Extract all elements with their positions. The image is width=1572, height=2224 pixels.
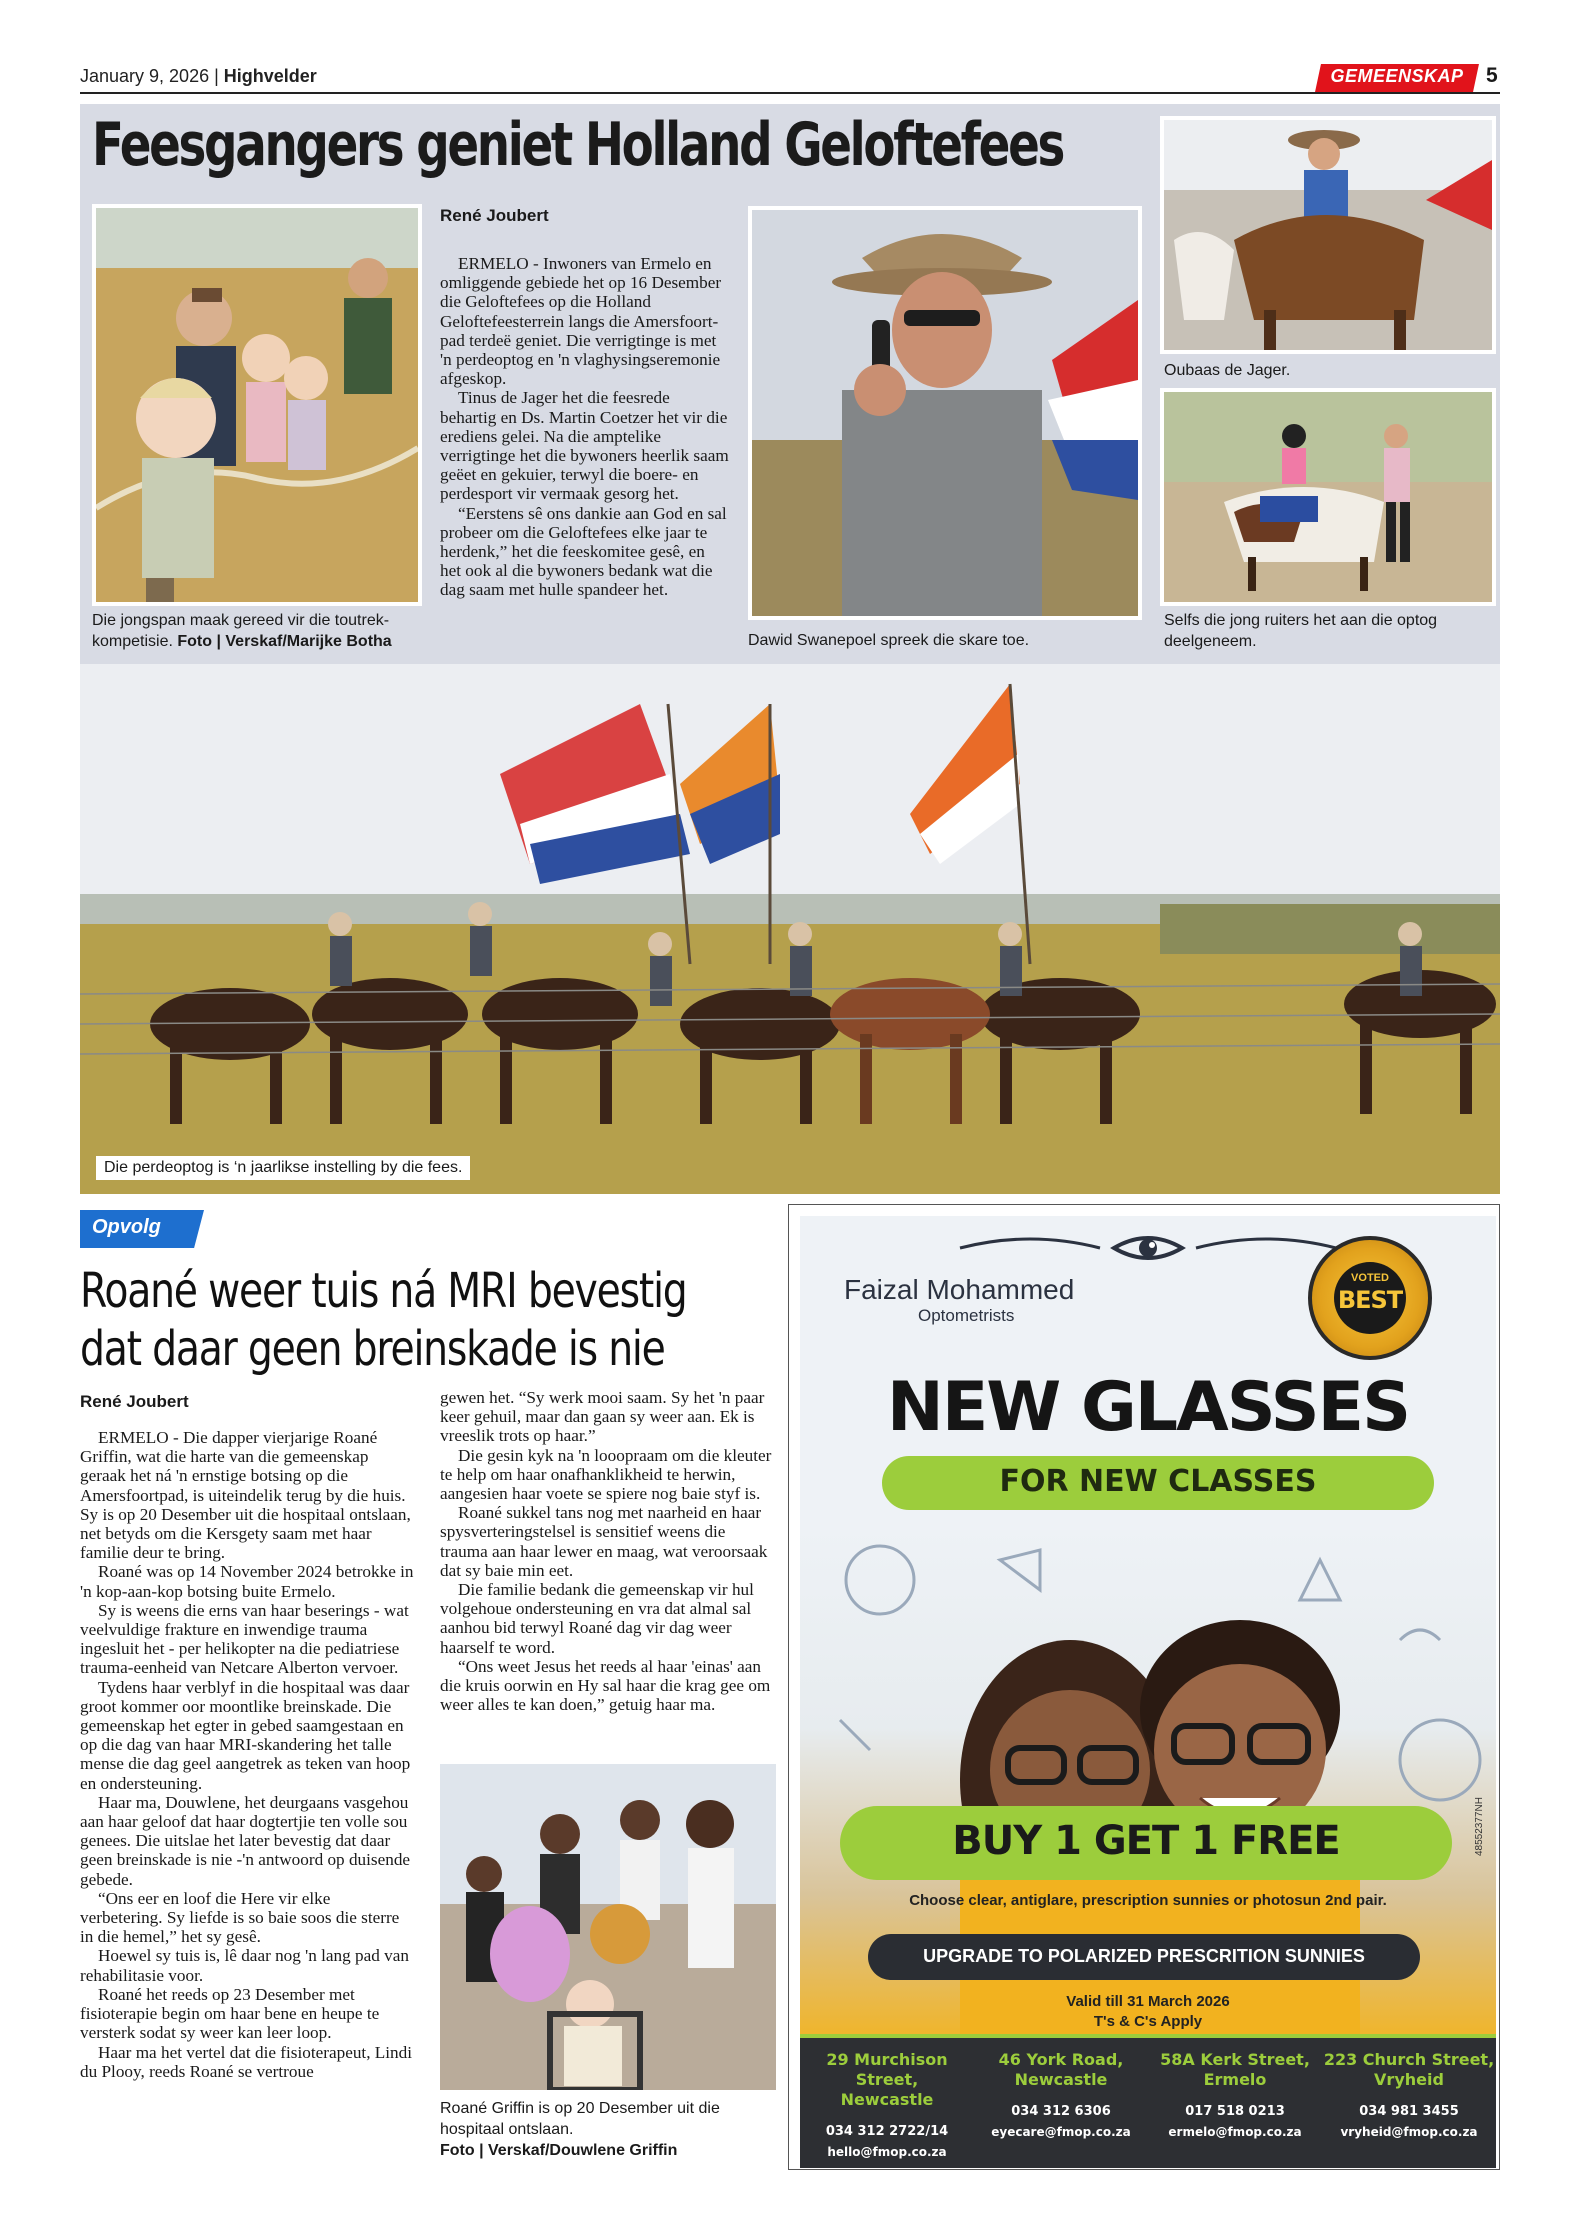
section-label: GEMEENSKAP xyxy=(1330,66,1464,86)
validity-date: Valid till 31 March 2026 xyxy=(1066,1993,1230,2010)
location-town: Vryheid xyxy=(1374,2070,1444,2089)
caption-roane-text: Roané Griffin is op 20 Desember uit die hospitaal ontslaan. xyxy=(440,2100,720,2138)
caption-kids xyxy=(92,610,422,652)
feature-paragraph: ERMELO - Inwoners van Ermelo en omliggende gebiede het op 16 Desember die Geloftefees op die Holland Geloftefeesterrein langs die Amersfoort-pad terdeë geniet. Die verrigtinge is met 'n perdeoptog en 'n vlaghysingseremonie afgeskop. xyxy=(440,254,722,389)
advert-subhead: FOR NEW CLASSES xyxy=(999,1464,1317,1499)
follow-up-headline xyxy=(80,1262,687,1378)
header-separator: | xyxy=(209,66,224,86)
parade-illustration xyxy=(80,664,1500,1194)
location-newcastle-murchison xyxy=(800,2050,974,2159)
follow-up-paragraph: Die familie bedank die gemeenskap vir hul volgehoue ondersteuning en vra dat almal sal aanhou bid terwyl Roané dag vir dag weer haarself te word. xyxy=(440,1580,754,1657)
location-address: 46 York Road, xyxy=(998,2050,1124,2069)
location-phone: 017 518 0213 xyxy=(1185,2104,1285,2119)
follow-up-headline-line: dat daar geen breinskade is nie xyxy=(80,1321,665,1377)
feature-paragraph: Tinus de Jager het die feesrede behartig en Ds. Martin Coetzer het vir die erediens gelei. Na die amptelike verrigtinge het die bywoners heerlik saam geëet en gekuier, terwyl die boere- en perdesport vir vermaak gesorg het. xyxy=(440,388,729,504)
caption-roane-credit: Foto | Verskaf/Douwlene Griffin xyxy=(440,2142,678,2159)
photo-horse-parade xyxy=(80,664,1500,1194)
follow-up-paragraph: Sy is weens die erns van haar beserings - wat veelvuldige frakture en inwendige trauma ingesluit het - per helikopter na die pediatriese trauma-eenheid van Netcare Alberton vervoer. xyxy=(80,1600,409,1678)
follow-up-paragraph: Tydens haar verblyf in die hospitaal was daar groot kommer oor moontlike breinskade. Die gemeenskap het egter in gebed saamgestaan en op die dag van haar MRI-skandering het talle mense die dag geel aangetrek as teken van hoop en ondersteuning. xyxy=(80,1677,411,1793)
location-newcastle-york xyxy=(974,2050,1148,2139)
follow-up-paragraph: Die gesin kyk na 'n looopraam om die kleuter te help om haar onafhanklikheid te herwin, aangesien haar voete se spiere nog baie styf is. xyxy=(440,1445,772,1504)
badge-best-text: BEST xyxy=(1337,1286,1403,1314)
follow-up-paragraph: Roané het reeds op 23 Desember met fisioterapie begin om haar bene en heupe te versterk sodat sy weer kan leer loop. xyxy=(80,1984,380,2043)
location-address: 58A Kerk Street, xyxy=(1160,2050,1310,2069)
photo-kids-tug-of-war xyxy=(92,204,422,606)
location-phone: 034 312 2722/14 xyxy=(825,2124,949,2139)
follow-up-paragraph: “Ons weet Jesus het reeds al haar 'einas' aan die kruis oorwin en Hy sal haar die krag gee om weer alles te kan doen,” getuig haar ma. xyxy=(440,1656,771,1715)
footer-accent-line xyxy=(800,2034,1496,2038)
location-town: Newcastle xyxy=(840,2090,934,2109)
location-phone: 034 312 6306 xyxy=(1011,2104,1111,2119)
follow-up-byline: René Joubert xyxy=(80,1392,189,1411)
feature-paragraph: “Eerstens sê ons dankie aan God en sal probeer om die Geloftefees elke jaar te herdenk,” het die feeskomitee gesê, en het ook al die bywoners bedank wat die dag saam met hulle spandeer het. xyxy=(440,503,727,600)
speaker-illustration xyxy=(752,210,1138,616)
offer-detail: Choose clear, antiglare, prescription sunnies or photosun 2nd pair. xyxy=(909,1892,1387,1909)
rider-illustration xyxy=(1164,120,1492,350)
caption-young-riders: Selfs die jong ruiters het aan die optog deelgeneem. xyxy=(1164,612,1438,650)
follow-up-tag: Opvolg xyxy=(92,1216,161,1238)
location-email: eyecare@fmop.co.za xyxy=(991,2125,1131,2139)
photo-roane-hospital xyxy=(440,1764,776,2090)
location-vryheid xyxy=(1322,2050,1496,2139)
page-number: 5 xyxy=(1486,64,1498,87)
advert-code: 48552377NH xyxy=(1474,1797,1485,1856)
follow-up-paragraph: gewen het. “Sy werk mooi saam. Sy het 'n paar keer gehuil, maar dan gaan sy weer aan. Ek is vreeslik trots op haar.” xyxy=(440,1388,765,1446)
caption-oubaas: Oubaas de Jager. xyxy=(1164,362,1291,379)
feature-byline: René Joubert xyxy=(440,206,549,225)
optometrist-advert[interactable] xyxy=(800,1216,1496,2168)
feature-article-body xyxy=(440,254,730,600)
feature-headline: Feesgangers geniet Holland Geloftefees xyxy=(92,110,1063,180)
location-address: 223 Church Street, xyxy=(1323,2050,1495,2069)
caption-roane xyxy=(440,2098,776,2161)
location-phone: 034 981 3455 xyxy=(1359,2104,1459,2119)
location-ermelo xyxy=(1148,2050,1322,2139)
photo-speaker xyxy=(748,206,1142,620)
advert-brand-subtitle: Optometrists xyxy=(918,1306,1015,1325)
location-address: 29 Murchison Street, xyxy=(826,2050,948,2089)
photo-oubaas-de-jager xyxy=(1160,116,1496,354)
follow-up-column-2 xyxy=(440,1388,776,1714)
validity-block xyxy=(800,1992,1496,2032)
location-email: hello@fmop.co.za xyxy=(827,2145,947,2159)
badge-voted-text: VOTED xyxy=(1351,1272,1389,1284)
follow-up-paragraph: Haar ma, Douwlene, het deurgaans vasgehou aan haar geloof dat haar dogtertjie ten volle sou genees. Die uitslae het later bevestig dat daar geen breinskade is nie -'n antwoord op duisende gebede. xyxy=(80,1792,411,1889)
caption-speaker: Dawid Swanepoel spreek die skare toe. xyxy=(748,632,1030,649)
follow-up-paragraph: Roané sukkel tans nog met naarheid en haar spysverteringstelsel is sensitief weens die trauma aan haar lewer en maag, wat veroorsaak dat sy baie min eet. xyxy=(440,1503,768,1580)
follow-up-paragraph: “Ons eer en loof die Here vir elke verbetering. Sy liefde is so baie soos die sterre in die hemel,” het sy gesê. xyxy=(80,1888,400,1947)
caption-kids-credit: Foto | Verskaf/Marijke Botha xyxy=(177,633,392,650)
publication-name: Highvelder xyxy=(223,66,317,86)
follow-up-paragraph: Haar ma het vertel dat die fisioterapeut, Lindi du Plooy, reeds Roané se vertroue xyxy=(80,2042,413,2081)
caption-horse-parade: Die perdeoptog is ‘n jaarlikse instelling by die fees. xyxy=(96,1156,470,1180)
offer-text: BUY 1 GET 1 FREE xyxy=(952,1818,1340,1864)
location-email: vryheid@fmop.co.za xyxy=(1340,2125,1478,2139)
follow-up-paragraph: Hoewel sy tuis is, lê daar nog 'n lang pad van rehabilitasie voor. xyxy=(80,1946,409,1985)
follow-up-paragraph: ERMELO - Die dapper vierjarige Roané Griffin, wat die harte van die gemeenskap geraak het ná 'n ernstige botsing op die Amersfoortpad, is uiteindelik terug by die huis. Sy is op 20 Desember uit die hospitaal ontslaan, net betyds om die Kersgety saam met haar familie deur te bring. xyxy=(80,1428,411,1563)
upgrade-text: UPGRADE TO POLARIZED PRESCRITION SUNNIES xyxy=(923,1946,1365,1966)
terms-text: T's & C's Apply xyxy=(1093,2013,1203,2030)
issue-date: January 9, 2026 xyxy=(80,66,210,86)
follow-up-paragraph: Roané was op 14 November 2024 betrokke in 'n kop-aan-kop botsing buite Ermelo. xyxy=(80,1562,414,1601)
hospital-illustration xyxy=(440,1764,776,2090)
location-town: Newcastle xyxy=(1014,2070,1108,2089)
caption-kids-text: Die jongspan maak gereed vir die toutrek-kompetisie. xyxy=(92,612,390,650)
header-rule xyxy=(80,92,1500,94)
pony-illustration xyxy=(1164,392,1492,602)
follow-up-headline-line: Roané weer tuis ná MRI bevestig xyxy=(80,1263,687,1319)
advert-brand-name: Faizal Mohammed xyxy=(844,1274,1075,1305)
issue-date-line xyxy=(80,66,317,87)
kids-illustration xyxy=(96,208,418,602)
photo-young-riders xyxy=(1160,388,1496,606)
follow-up-column-1 xyxy=(80,1428,416,2081)
advert-headline: NEW GLASSES xyxy=(886,1368,1410,1447)
location-town: Ermelo xyxy=(1203,2070,1267,2089)
location-email: ermelo@fmop.co.za xyxy=(1168,2125,1302,2139)
